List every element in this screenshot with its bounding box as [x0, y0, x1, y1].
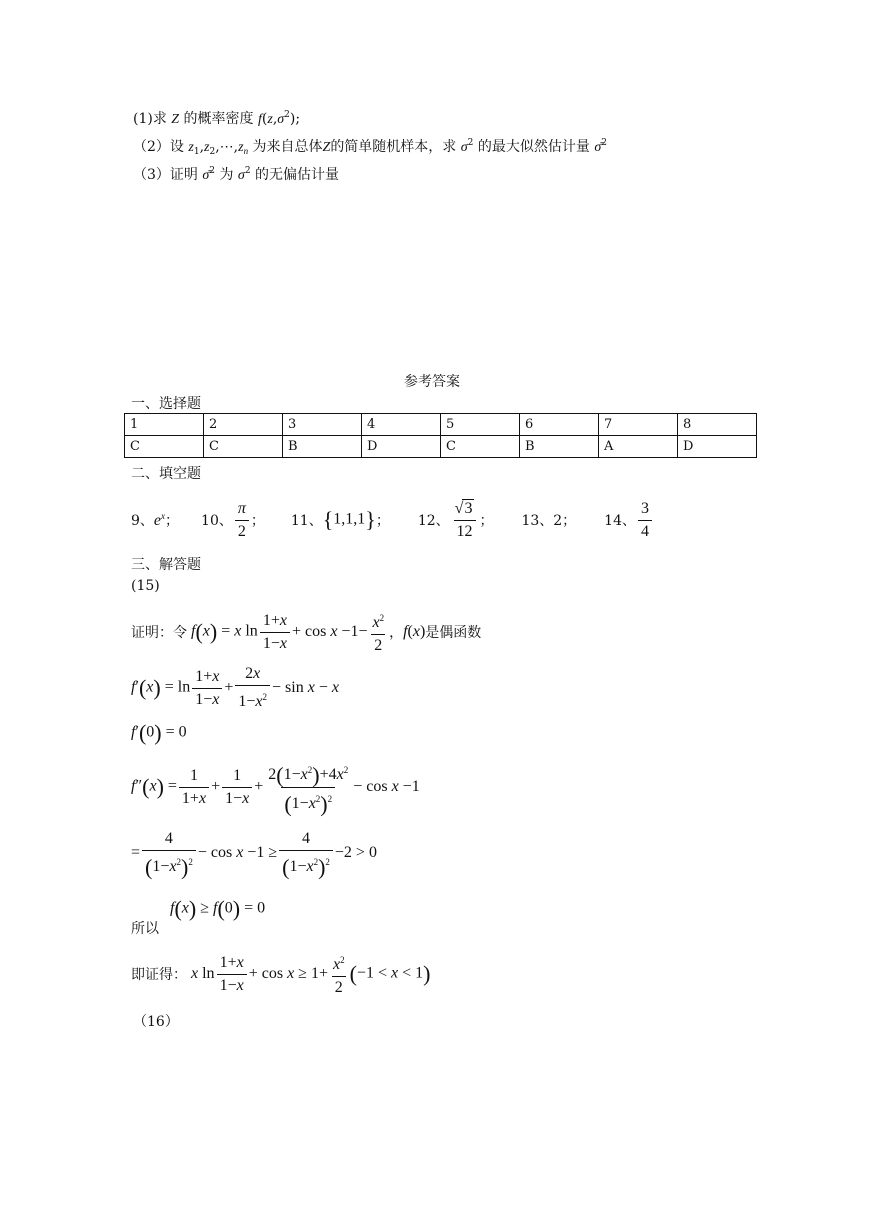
table-cell: B	[520, 436, 599, 458]
question-part-2: （2）设 $z_1,z_2,\cdots,z_n$ 为来自总体Z的简单随机样本，求 $\sigma^2$ 的最大似然估计量 σ̄$^2$	[133, 138, 607, 157]
table-cell: C	[204, 436, 283, 458]
table-cell: A	[599, 436, 678, 458]
proved-statement: 即证得： x ln $\frac{1+x}{1-x}$ + cos x ≥ 1+ $\frac{x^2}{2}$ (−1 < x < 1)	[131, 953, 431, 996]
table-cell: 4	[362, 414, 441, 436]
section-fill: 二、填空题	[131, 466, 201, 482]
fraction: $\frac{√3}{12}$	[452, 499, 478, 541]
derivative-1: f′(x) = ln $\frac{1+x}{1-x}$ + $\frac{2x}{1-x^2}$ − sin x − x	[131, 665, 339, 710]
table-cell: 1	[125, 414, 204, 436]
table-cell: B	[283, 436, 362, 458]
question-15-label: (15)	[131, 578, 160, 594]
table-cell: 7	[599, 414, 678, 436]
table-cell: C	[441, 436, 520, 458]
conclusion-inequality: f(x) ≥ f(0) = 0	[170, 896, 266, 921]
table-row-values	[125, 436, 757, 458]
fill-answers-row: 9、 $e^x$ ； 10、 $\frac{\pi}{2}$ ； 11、 {1,1,1} ； 12、 $\frac{√3}{12}$ ； 13、2； 14、 $\frac{3}{4}$	[131, 498, 654, 542]
table-row-header	[125, 414, 757, 436]
answers-title: 参考答案	[404, 374, 460, 390]
question-part-1: (1)求 Z 的概率密度 $f(z,\sigma^2)$;	[133, 110, 301, 127]
table-cell: 2	[204, 414, 283, 436]
proof-line-1: 证明：令 f(x) = x ln $\frac{1+x}{1-x}$ + cos x −1− $\frac{x^2}{2}$ ， f(x) 是偶函数	[131, 611, 482, 654]
fraction: $\frac{\pi}{2}$	[235, 500, 249, 541]
question-part-3: （3）证明 σ̄$^2$ 为 $\sigma^2$ 的无偏估计量	[133, 166, 340, 183]
table-cell: 8	[678, 414, 757, 436]
section-solution: 三、解答题	[131, 557, 201, 573]
fraction: $\frac{3}{4}$	[638, 500, 652, 541]
derivative-at-zero: f′(0) = 0	[131, 720, 187, 745]
table-cell: D	[362, 436, 441, 458]
choice-answer-table	[124, 413, 757, 458]
table-cell: 6	[520, 414, 599, 436]
table-cell: 5	[441, 414, 520, 436]
table-cell: 3	[283, 414, 362, 436]
section-choice: 一、选择题	[131, 396, 201, 412]
so-label: 所以	[131, 921, 159, 937]
inequality-step: = $\frac{4}{(1-x^2)^2}$ − cos x −1 ≥ $\frac{4}{(1-x^2)^2}$ −2 > 0	[131, 829, 377, 880]
question-16-label: （16）	[133, 1014, 179, 1030]
table-cell: C	[125, 436, 204, 458]
second-derivative: f″(x) = $\frac{1}{1+x}$ + $\frac{1}{1-x}$ + $\frac{2(1-x^2)+4x^2}{(1-x^2)^2}$ − cos x −1	[131, 762, 420, 816]
table-cell: D	[678, 436, 757, 458]
